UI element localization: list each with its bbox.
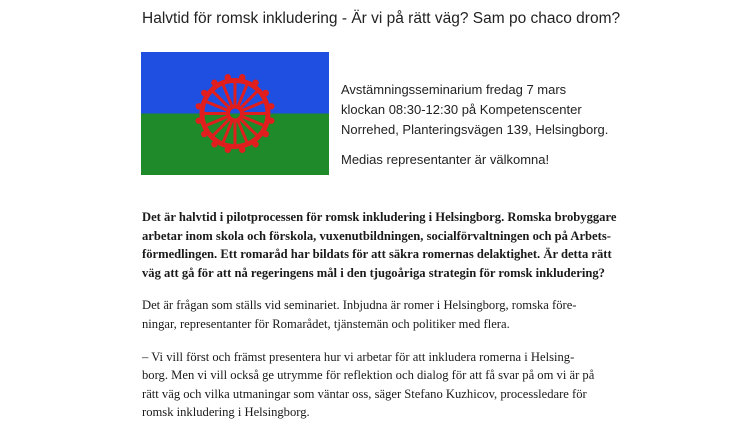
lead-line: väg att gå för att nå regeringens mål i den tjugoåriga strategin för romsk inkludering? [142,265,605,280]
media-welcome-note: Medias representanter är välkomna! [341,152,550,167]
event-date: Avstämningsseminarium fredag 7 mars [341,82,567,97]
event-time-place: klockan 08:30-12:30 på Kompetenscenter [341,102,582,117]
paragraph-line: romsk inkludering i Helsingborg. [142,405,310,420]
event-address: Norrehed, Planteringsvägen 139, Helsingborg. [341,122,609,137]
paragraph-line: – Vi vill först och främst presentera hur vi arbetar för att inkludera romerna i Helsing- [142,349,575,364]
seminar-paragraph [142,296,632,333]
paragraph-line: rätt väg och vilka utmaningar som väntar oss, säger Stefano Kuzhicov, processledare för [142,386,587,401]
lead-line: arbetar inom skola och förskola, vuxenutbildningen, socialförvaltningen och på Arbets- [142,228,611,243]
lead-line: Det är halvtid i pilotprocessen för romsk inkludering i Helsingborg. Romska brobyggare [142,210,617,224]
article-body [142,208,632,436]
event-info [341,80,608,170]
romani-flag-image [141,52,329,175]
paragraph-line: borg. Men vi vill också ge utrymme för reflektion och dialog för att få svar på om vi är på [142,368,595,383]
lead-paragraph [142,208,632,282]
page-title: Halvtid för romsk inkludering - Är vi på rätt väg? Sam po chaco drom? [142,10,621,27]
lead-line: förmedlingen. Ett romaråd har bildats för att säkra romernas delaktighet. Är detta rätt [142,247,612,262]
paragraph-line: ningar, representanter för Romarådet, tjänstemän och politiker med flera. [142,316,510,331]
paragraph-line: Det är frågan som ställs vid seminariet. Inbjudna är romer i Helsingborg, romska före- [142,298,577,313]
quote-paragraph [142,348,632,422]
